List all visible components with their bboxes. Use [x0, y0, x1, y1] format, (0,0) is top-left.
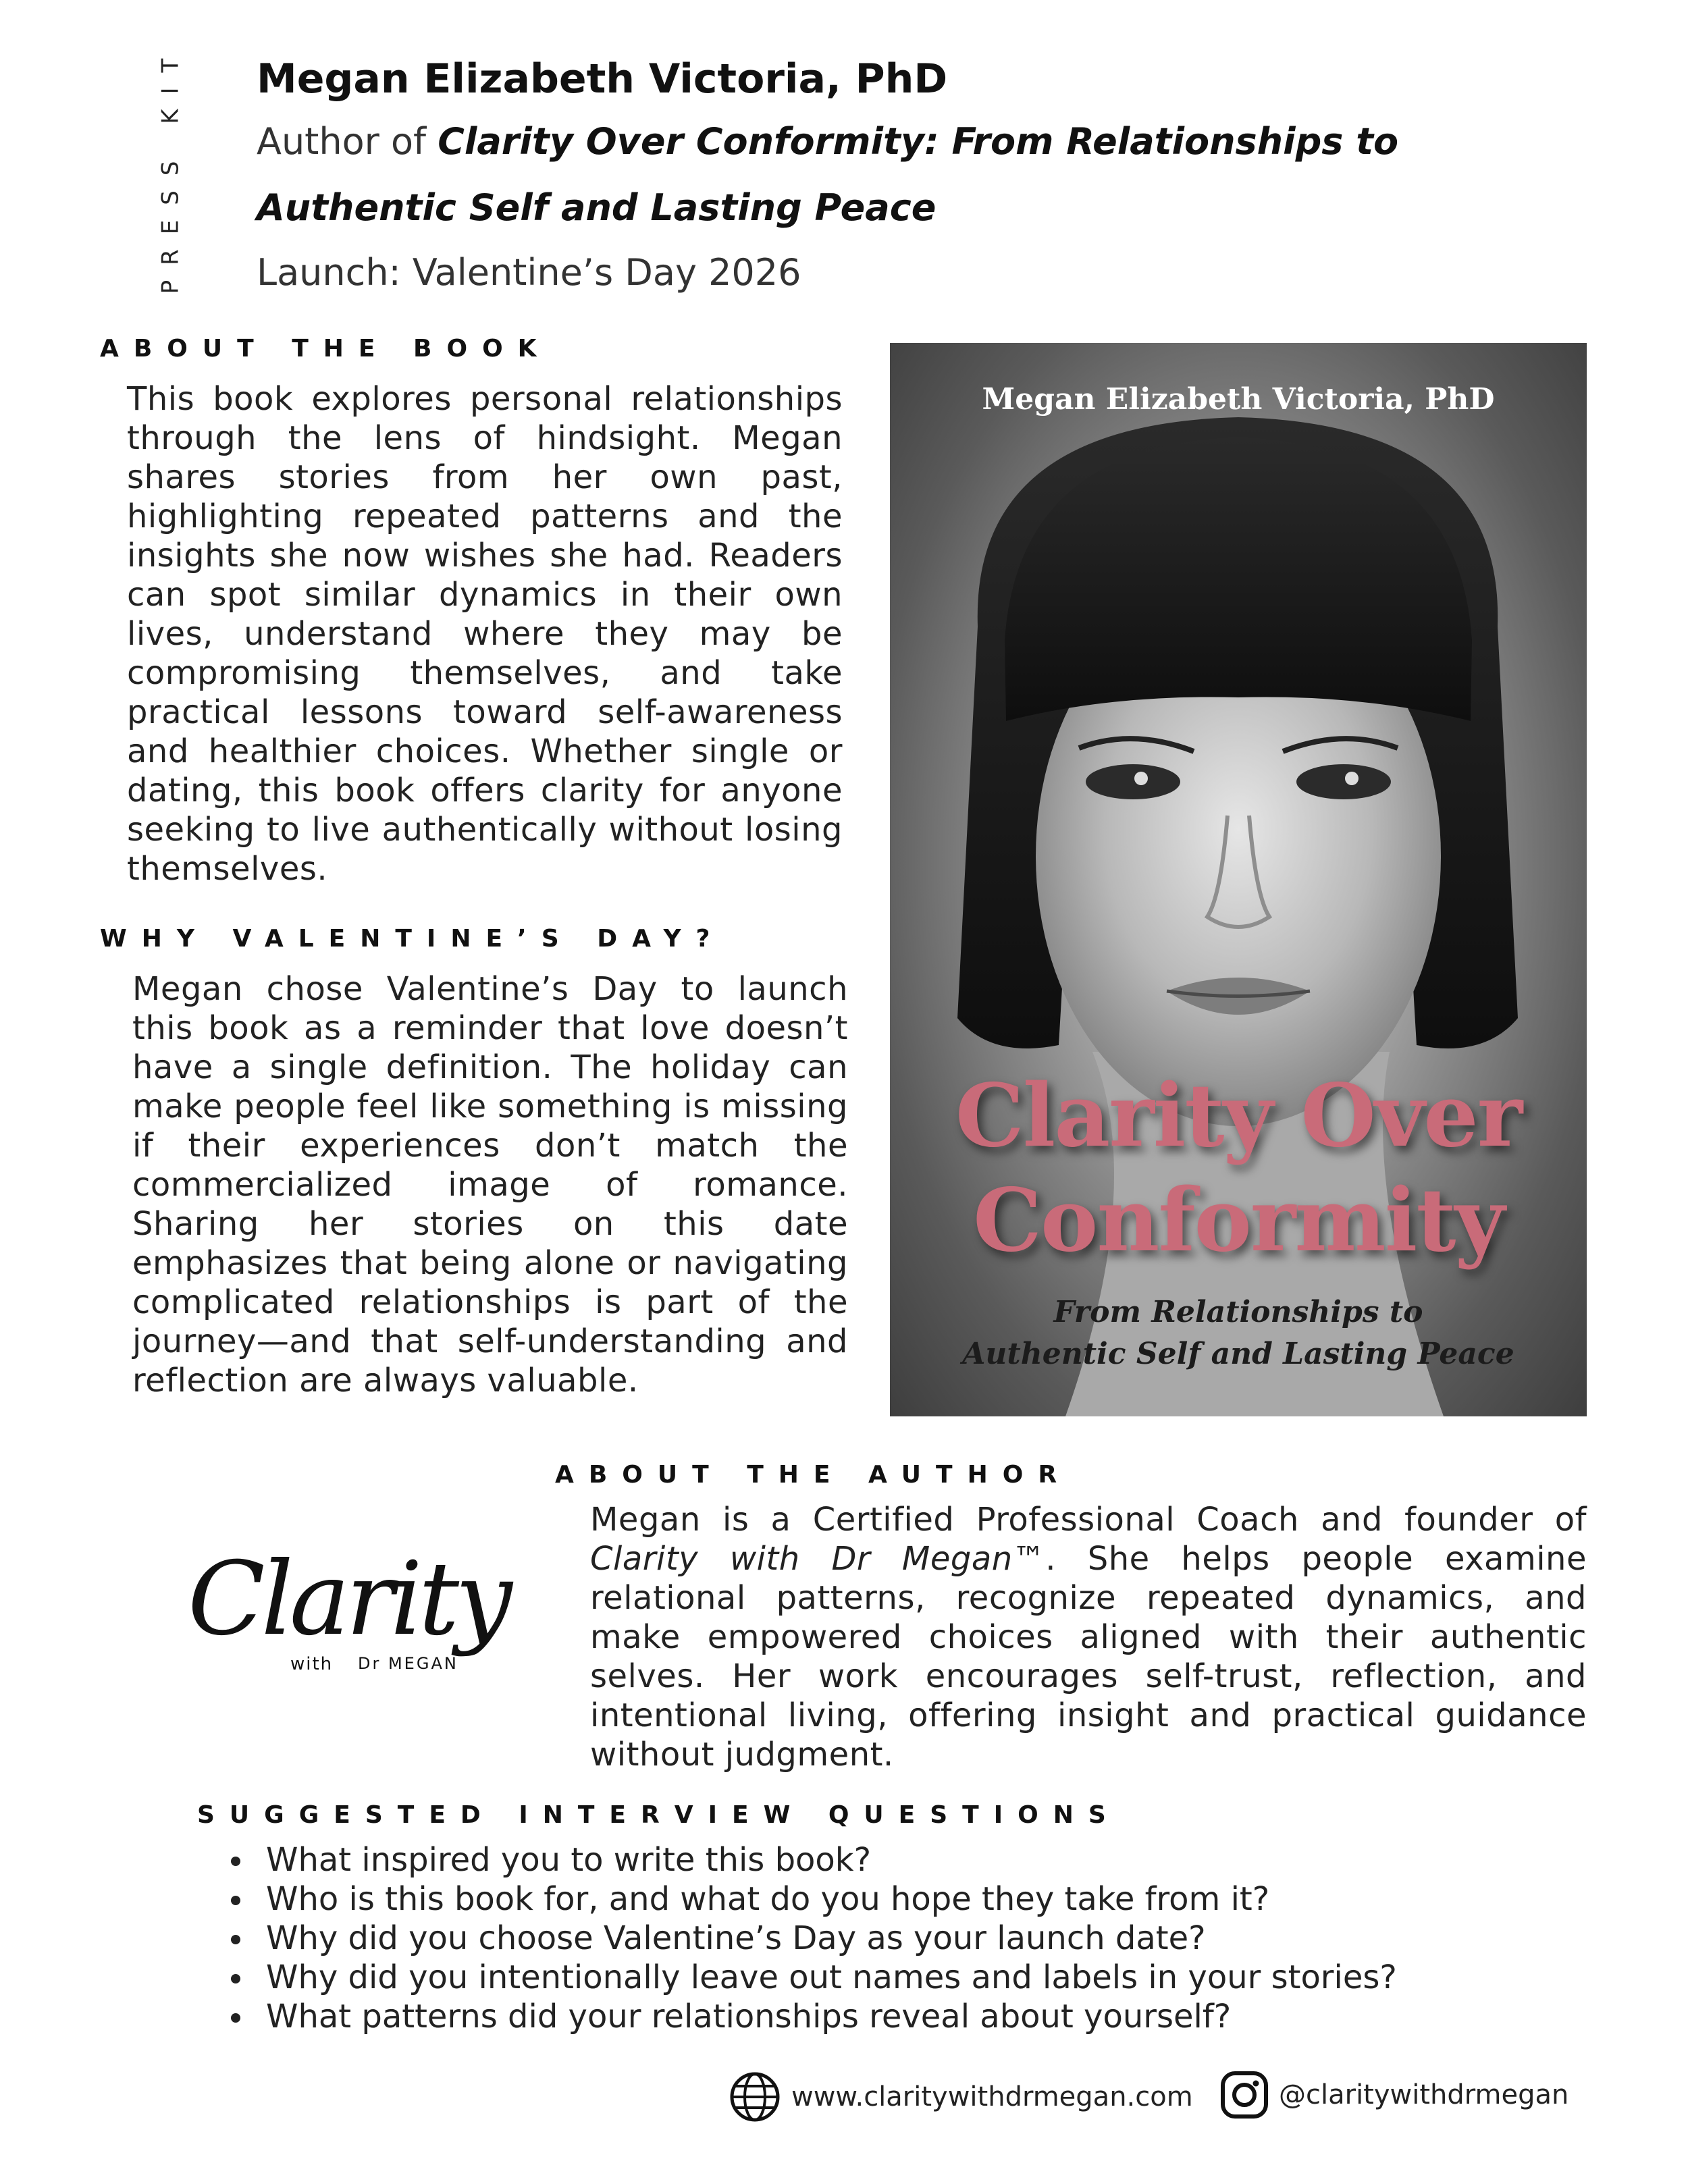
left-eye [1086, 764, 1180, 799]
list-item: Why did you intentionally leave out names and labels in your stories? [223, 1958, 1573, 1997]
website-link[interactable] [728, 2070, 1193, 2124]
why-valentines-heading: WHY VALENTINE’S DAY? [100, 925, 725, 953]
clarity-logo [182, 1527, 508, 1682]
author-of-prefix: Author of [257, 120, 438, 163]
logo-with: with [290, 1654, 334, 1674]
logo-dr-megan: Dr MEGAN [358, 1654, 458, 1673]
cover-subtitle-line2: Authentic Self and Lasting Peace [962, 1337, 1514, 1371]
book-title-line2: Authentic Self and Lasting Peace [257, 186, 937, 229]
press-kit-text: PRESS KIT [157, 43, 184, 294]
author-of-line [257, 120, 1398, 163]
why-valentines-text: Megan chose Valentine’s Day to launch this book as a reminder that love doesn’t have a single definition. The holiday can make people feel like something is missing if their experiences don’t match the commercialized image of romance. Sharing her stories on this date emphasizes that being alone or navigating complicated relationships is part of the journey—and that self-understanding and reflection are always valuable. [132, 970, 848, 1400]
instagram-text: @claritywithdrmegan [1279, 2079, 1569, 2110]
list-item: Why did you choose Valentine’s Day as your launch date? [223, 1919, 1573, 1958]
questions-heading: SUGGESTED INTERVIEW QUESTIONS [197, 1801, 1121, 1829]
about-book-heading: ABOUT THE BOOK [100, 335, 552, 363]
book-title-line1: Clarity Over Conformity: From Relationships to [438, 120, 1399, 163]
list-item: What patterns did your relationships reveal about yourself? [223, 1997, 1573, 2036]
brand-name: Clarity with Dr Megan™ [590, 1540, 1046, 1578]
about-author-text [590, 1500, 1587, 1774]
cover-author: Megan Elizabeth Victoria, PhD [982, 382, 1495, 417]
website-text: www.claritywithdrmegan.com [791, 2081, 1193, 2112]
cover-title-line1: Clarity Over [955, 1065, 1522, 1167]
instagram-icon [1219, 2070, 1269, 2120]
questions-list [223, 1840, 1573, 2036]
list-item: What inspired you to write this book? [223, 1840, 1573, 1880]
book-cover [890, 343, 1587, 1416]
instagram-link[interactable] [1219, 2070, 1568, 2120]
list-item: Who is this book for, and what do you hope they take from it? [223, 1880, 1573, 1919]
launch-date: Launch: Valentine’s Day 2026 [257, 251, 801, 294]
globe-icon [728, 2070, 782, 2124]
about-author-text-before: Megan is a Certified Professional Coach and founder of [590, 1501, 1587, 1539]
press-kit-label [157, 43, 184, 294]
author-name: Megan Elizabeth Victoria, PhD [257, 55, 948, 103]
cover-subtitle-line1: From Relationships to [1053, 1295, 1423, 1329]
about-author-text-after: . She helps people examine relational patterns, recognize repeated dynamics, and make empowered choices aligned with their authentic selves. Her work encourages self-trust, reflection, and intentional living, offering insight and practical guidance without judgment. [590, 1540, 1587, 1774]
about-author-heading: ABOUT THE AUTHOR [555, 1461, 1072, 1489]
right-eye [1296, 764, 1391, 799]
about-book-text: This book explores personal relationships through the lens of hindsight. Megan shares stories from her own past, highlighting repeated patterns and the insights she now wishes she had. Readers can spot similar dynamics in their own lives, understand where they may be compromising themselves, and take practical lessons toward self-awareness and healthier choices. Whether single or dating, this book offers clarity for anyone seeking to live authentically without losing themselves. [127, 380, 843, 888]
logo-script: Clarity [188, 1541, 508, 1658]
cover-title-line2: Conformity [973, 1170, 1504, 1271]
